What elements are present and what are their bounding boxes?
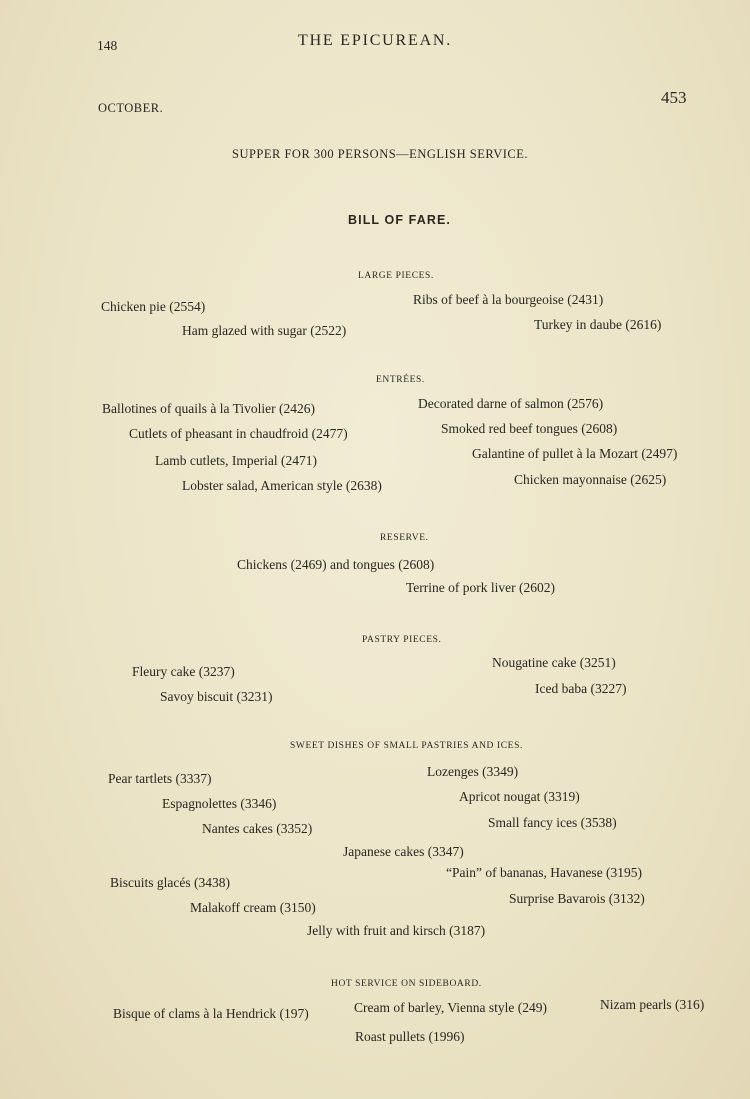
section-heading-hot-service: HOT SERVICE ON SIDEBOARD. xyxy=(331,979,482,989)
menu-item: Malakoff cream (3150) xyxy=(190,900,316,915)
menu-item: Ballotines of quails à la Tivolier (2426) xyxy=(102,401,315,416)
menu-item: Terrine of pork liver (2602) xyxy=(406,580,556,595)
menu-item: Bisque of clams à la Hendrick (197) xyxy=(113,1006,309,1021)
menu-item: Ribs of beef à la bourgeoise (2431) xyxy=(413,292,604,307)
menu-item: Lozenges (3349) xyxy=(427,764,519,779)
menu-item: Japanese cakes (3347) xyxy=(343,844,464,859)
menu-item: Roast pullets (1996) xyxy=(355,1029,465,1044)
menu-item: Iced baba (3227) xyxy=(535,681,627,696)
menu-item: Nantes cakes (3352) xyxy=(202,821,313,836)
menu-item: Savoy biscuit (3231) xyxy=(160,689,273,704)
menu-item: Lobster salad, American style (2638) xyxy=(182,478,382,493)
menu-item: Jelly with fruit and kirsch (3187) xyxy=(307,923,486,938)
menu-number: 453 xyxy=(661,88,687,107)
section-heading-reserve: RESERVE. xyxy=(380,533,429,543)
menu-item: Pear tartlets (3337) xyxy=(108,771,212,786)
section-heading-entrees: ENTRÉES. xyxy=(376,375,425,385)
menu-item: Cream of barley, Vienna style (249) xyxy=(354,1000,548,1015)
menu-item: Chicken pie (2554) xyxy=(101,299,206,314)
menu-item: Smoked red beef tongues (2608) xyxy=(441,421,618,436)
menu-item: Apricot nougat (3319) xyxy=(459,789,580,804)
menu-item: Biscuits glacés (3438) xyxy=(110,875,230,890)
menu-item: Lamb cutlets, Imperial (2471) xyxy=(155,453,317,468)
bill-of-fare-heading: BILL OF FARE. xyxy=(348,213,451,227)
menu-item: Small fancy ices (3538) xyxy=(488,815,617,830)
menu-title: SUPPER FOR 300 PERSONS—ENGLISH SERVICE. xyxy=(232,147,528,161)
month-label: OCTOBER. xyxy=(98,101,164,115)
menu-item: Fleury cake (3237) xyxy=(132,664,235,679)
menu-item: Nougatine cake (3251) xyxy=(492,655,616,670)
menu-item: Ham glazed with sugar (2522) xyxy=(182,323,347,338)
section-heading-large-pieces: LARGE PIECES. xyxy=(358,271,434,281)
menu-item: Chickens (2469) and tongues (2608) xyxy=(237,557,435,572)
running-title: THE EPICUREAN. xyxy=(298,32,453,49)
menu-item: Espagnolettes (3346) xyxy=(162,796,277,811)
section-heading-sweet-dishes: SWEET DISHES OF SMALL PASTRIES AND ICES. xyxy=(290,741,523,751)
menu-item: Decorated darne of salmon (2576) xyxy=(418,396,604,411)
menu-item: Chicken mayonnaise (2625) xyxy=(514,472,667,487)
page-number: 148 xyxy=(97,38,118,53)
menu-item: Cutlets of pheasant in chaudfroid (2477) xyxy=(129,426,348,441)
menu-item: Nizam pearls (316) xyxy=(600,997,705,1012)
menu-item: Turkey in daube (2616) xyxy=(534,317,662,332)
menu-item: Galantine of pullet à la Mozart (2497) xyxy=(472,446,678,461)
menu-item: “Pain” of bananas, Havanese (3195) xyxy=(446,865,643,880)
section-heading-pastry-pieces: PASTRY PIECES. xyxy=(362,635,442,645)
menu-item: Surprise Bavarois (3132) xyxy=(509,891,645,906)
